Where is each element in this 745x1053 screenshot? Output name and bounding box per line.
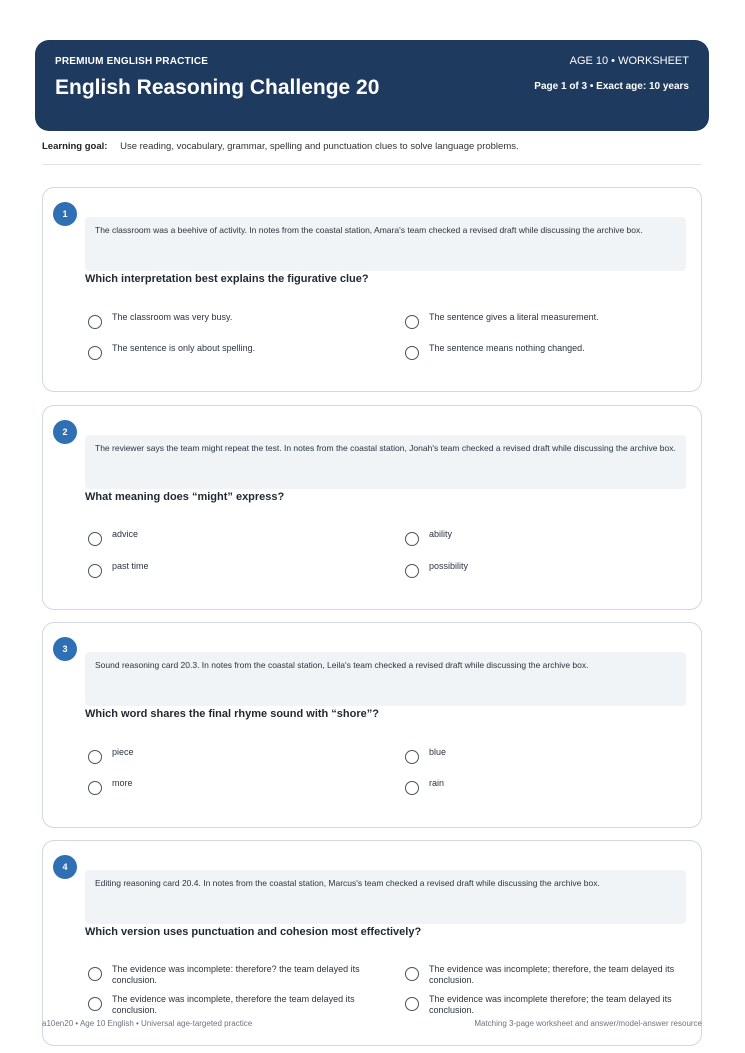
footer-right: Matching 3-page worksheet and answer/model-answer resource — [474, 1019, 702, 1028]
radio-button[interactable] — [88, 967, 102, 981]
radio-button[interactable] — [405, 564, 419, 578]
question-passage: The reviewer says the team might repeat the test. In notes from the coastal station, Jonah's team checked a revised draft while discussing the archive box. — [85, 435, 686, 489]
option-label: possibility — [429, 561, 469, 571]
radio-button[interactable] — [88, 564, 102, 578]
option-label: piece — [112, 747, 134, 757]
question-card-2 — [42, 405, 702, 610]
option-label: blue — [429, 747, 447, 757]
learning-goal-text: Use reading, vocabulary, grammar, spelling and punctuation clues to solve language problems. — [120, 141, 519, 152]
question-number: 2 — [53, 420, 77, 444]
option-label: more — [112, 778, 133, 788]
divider — [42, 164, 702, 165]
question-card-3 — [42, 622, 702, 828]
question-passage: The classroom was a beehive of activity. In notes from the coastal station, Amara's team checked a revised draft while discussing the archive box. — [85, 217, 686, 271]
radio-button[interactable] — [88, 750, 102, 764]
question-number: 4 — [53, 855, 77, 879]
radio-button[interactable] — [405, 315, 419, 329]
radio-button[interactable] — [405, 532, 419, 546]
answer-option[interactable] — [405, 964, 695, 986]
question-prompt: Which word shares the final rhyme sound with “shore”? — [85, 708, 379, 720]
option-label: The classroom was very busy. — [112, 312, 233, 322]
radio-button[interactable] — [88, 315, 102, 329]
radio-button[interactable] — [405, 750, 419, 764]
question-prompt: Which version uses punctuation and cohesion most effectively? — [85, 926, 422, 938]
answer-option[interactable] — [405, 343, 695, 360]
radio-button[interactable] — [88, 997, 102, 1011]
question-number: 3 — [53, 637, 77, 661]
answer-option[interactable] — [88, 994, 378, 1016]
option-label: The evidence was incomplete therefore; the team delayed its conclusion. — [429, 994, 672, 1015]
question-number: 1 — [53, 202, 77, 226]
question-passage: Editing reasoning card 20.4. In notes from the coastal station, Marcus's team checked a revised draft while discussing the archive box. — [85, 870, 686, 924]
option-label: past time — [112, 561, 149, 571]
answer-option[interactable] — [88, 529, 378, 546]
option-label: rain — [429, 778, 445, 788]
option-label: ability — [429, 529, 453, 539]
page-info: Page 1 of 3 • Exact age: 10 years — [534, 81, 689, 92]
answer-option[interactable] — [88, 312, 378, 329]
answer-option[interactable] — [88, 964, 378, 986]
answer-option[interactable] — [405, 994, 695, 1016]
answer-option[interactable] — [88, 747, 378, 764]
answer-option[interactable] — [405, 561, 695, 578]
header-meta — [534, 55, 689, 92]
question-passage: Sound reasoning card 20.3. In notes from the coastal station, Leila's team checked a revised draft while discussing the archive box. — [85, 652, 686, 706]
question-card-1 — [42, 187, 702, 392]
learning-goal — [42, 141, 519, 152]
option-label: The evidence was incomplete, therefore the team delayed its conclusion. — [112, 994, 355, 1015]
option-label: The evidence was incomplete: therefore? the team delayed its conclusion. — [112, 964, 360, 985]
answer-option[interactable] — [405, 312, 695, 329]
answer-option[interactable] — [88, 561, 378, 578]
learning-goal-label: Learning goal: — [42, 141, 108, 152]
radio-button[interactable] — [88, 781, 102, 795]
age-worksheet-label: AGE 10 • WORKSHEET — [569, 55, 689, 67]
option-label: The sentence gives a literal measurement. — [429, 312, 599, 322]
radio-button[interactable] — [88, 346, 102, 360]
radio-button[interactable] — [405, 997, 419, 1011]
option-label: advice — [112, 529, 139, 539]
answer-option[interactable] — [405, 747, 695, 764]
footer-left: a10en20 • Age 10 English • Universal age-targeted practice — [42, 1019, 253, 1028]
radio-button[interactable] — [405, 346, 419, 360]
option-label: The sentence means nothing changed. — [429, 343, 585, 353]
page-title: English Reasoning Challenge 20 — [55, 76, 380, 99]
brand-label: PREMIUM ENGLISH PRACTICE — [55, 56, 209, 67]
option-label: The sentence is only about spelling. — [112, 343, 256, 353]
option-label: The evidence was incomplete; therefore, the team delayed its conclusion. — [429, 964, 675, 985]
answer-option[interactable] — [88, 778, 378, 795]
radio-button[interactable] — [405, 967, 419, 981]
question-card-4 — [42, 840, 702, 1046]
question-prompt: Which interpretation best explains the figurative clue? — [85, 273, 369, 285]
question-prompt: What meaning does “might” express? — [85, 491, 285, 503]
worksheet-header — [35, 40, 709, 131]
radio-button[interactable] — [88, 532, 102, 546]
answer-option[interactable] — [405, 778, 695, 795]
radio-button[interactable] — [405, 781, 419, 795]
answer-option[interactable] — [88, 343, 378, 360]
answer-option[interactable] — [405, 529, 695, 546]
